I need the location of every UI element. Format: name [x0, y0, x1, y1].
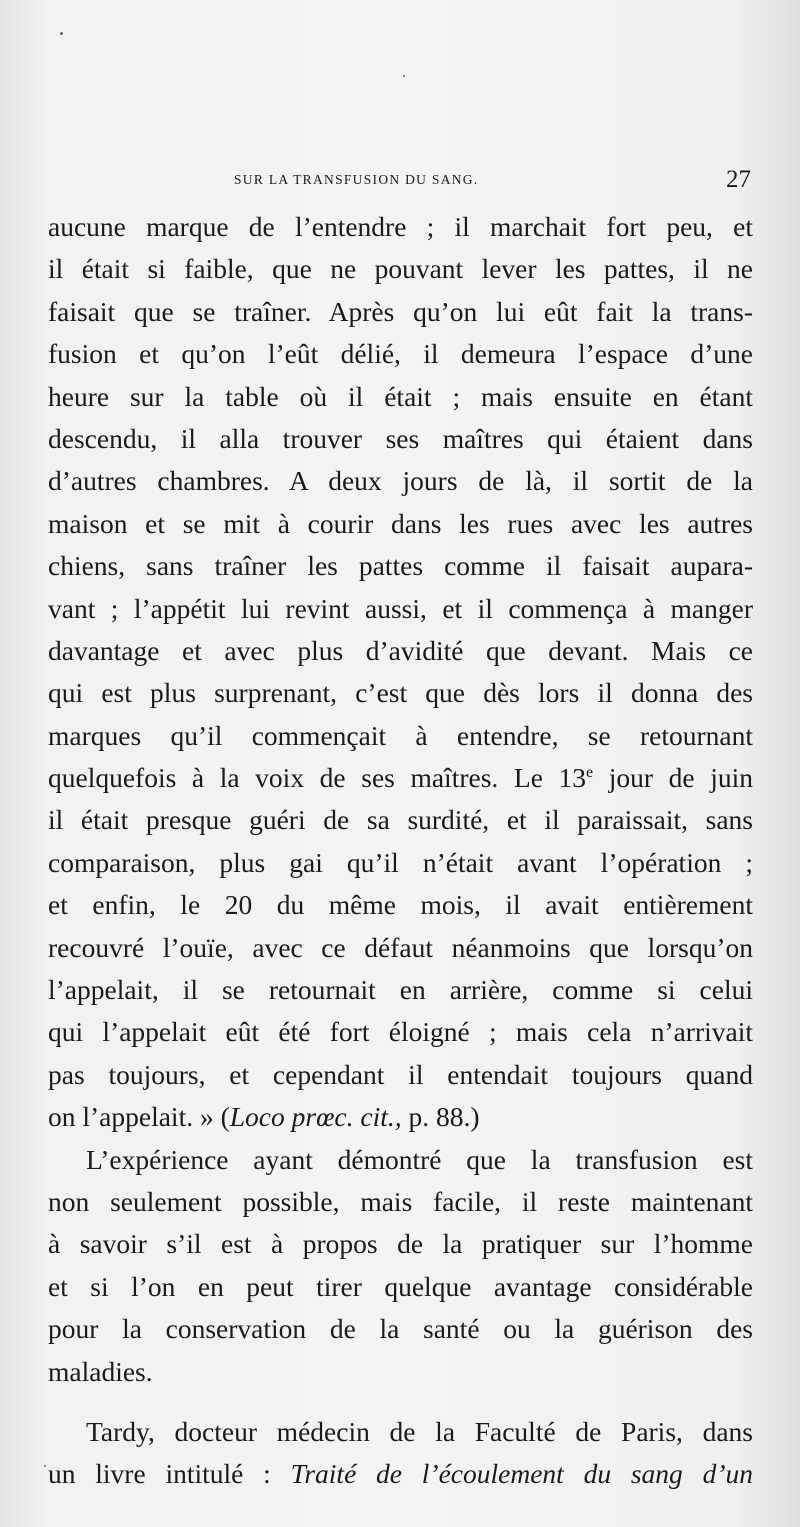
text-line: fusion et qu’on l’eût délié, il demeura l’espace d’une — [48, 338, 753, 370]
title-intro: un livre intitulé : — [48, 1458, 291, 1490]
text-line: d’autres chambres. A deux jours de là, il sortit de la — [48, 465, 753, 497]
text-line: aucune marque de l’entendre ; il marchait fort peu, et — [48, 211, 753, 242]
text-line: pas toujours, et cependant il entendait toujours quand — [48, 1058, 753, 1090]
scan-speck — [60, 32, 63, 35]
page-number: 27 — [726, 166, 751, 193]
text-line: l’appelait, il se retournait en arrière, comme si celui — [48, 974, 753, 1006]
text-line: vant ; l’appétit lui revint aussi, et il commença à manger — [48, 592, 753, 624]
text-line: maison et se mit à courir dans les rues avec les autres — [48, 507, 753, 539]
text-line: comparaison, plus gai qu’il n’était avant l’opération ; — [48, 846, 753, 878]
text-line: il était si faible, que ne pouvant lever les pattes, il ne — [48, 253, 753, 285]
text-line: faisait que se traîner. Après qu’on lui eût fait la trans- — [48, 295, 753, 327]
text-line: heure sur la table où il était ; mais ensuite en étant — [48, 380, 753, 412]
citation: Loco prœc. cit., — [229, 1101, 402, 1133]
text-line: à savoir s’il est à propos de la pratiquer sur l’homme — [48, 1228, 753, 1260]
paragraph-first-line: Tardy, docteur médecin de la Faculté de Paris, dans — [86, 1415, 753, 1447]
scan-speck — [403, 75, 405, 77]
text-line: chiens, sans traîner les pattes comme il faisait aupara- — [48, 550, 753, 582]
paragraph-gap — [48, 1393, 753, 1411]
paragraph-first-line: L’expérience ayant démontré que la transfusion est — [86, 1143, 753, 1175]
text-line: non seulement possible, mais facile, il reste maintenant — [48, 1185, 753, 1217]
text-line: il était presque guéri de sa surdité, et il paraissait, sans — [48, 804, 753, 836]
text-line: pour la conservation de la santé ou la guérison des — [48, 1313, 753, 1345]
text-line: recouvré l’ouïe, avec ce défaut néanmoins que lorsqu’on — [48, 931, 753, 963]
page-header — [48, 166, 753, 200]
text-line: marques qu’il commençait à entendre, se retournant — [48, 719, 753, 751]
running-title: SUR LA TRANSFUSION DU SANG. — [234, 172, 479, 187]
scan-speck — [44, 1465, 46, 1467]
citation-page: p. 88.) — [401, 1101, 480, 1133]
text-line: et enfin, le 20 du même mois, il avait entièrement — [48, 889, 753, 921]
title-line — [48, 1453, 753, 1495]
text-line: qui l’appelait eût été fort éloigné ; mais cela n’arrivait — [48, 1016, 753, 1048]
text-line: davantage et avec plus d’avidité que devant. Mais ce — [48, 634, 753, 666]
ordinal-suffix: e — [586, 763, 594, 781]
text-line: descendu, il alla trouver ses maîtres qui étaient dans — [48, 422, 753, 454]
text-line: qui est plus surprenant, c’est que dès lors il donna des — [48, 677, 753, 709]
book-title: Traité de l’écoulement du sang d’un — [290, 1458, 753, 1490]
quote-end-line — [48, 1096, 753, 1138]
text-line: quelquefois à la voix de ses maîtres. Le 13e jour de juin — [48, 762, 753, 794]
page-body — [48, 206, 753, 1496]
paragraph-last-line: maladies. — [48, 1355, 153, 1387]
quote-end-text: on l’appelait. » ( — [48, 1101, 230, 1133]
text-line: et si l’on en peut tirer quelque avantage considérable — [48, 1270, 753, 1302]
